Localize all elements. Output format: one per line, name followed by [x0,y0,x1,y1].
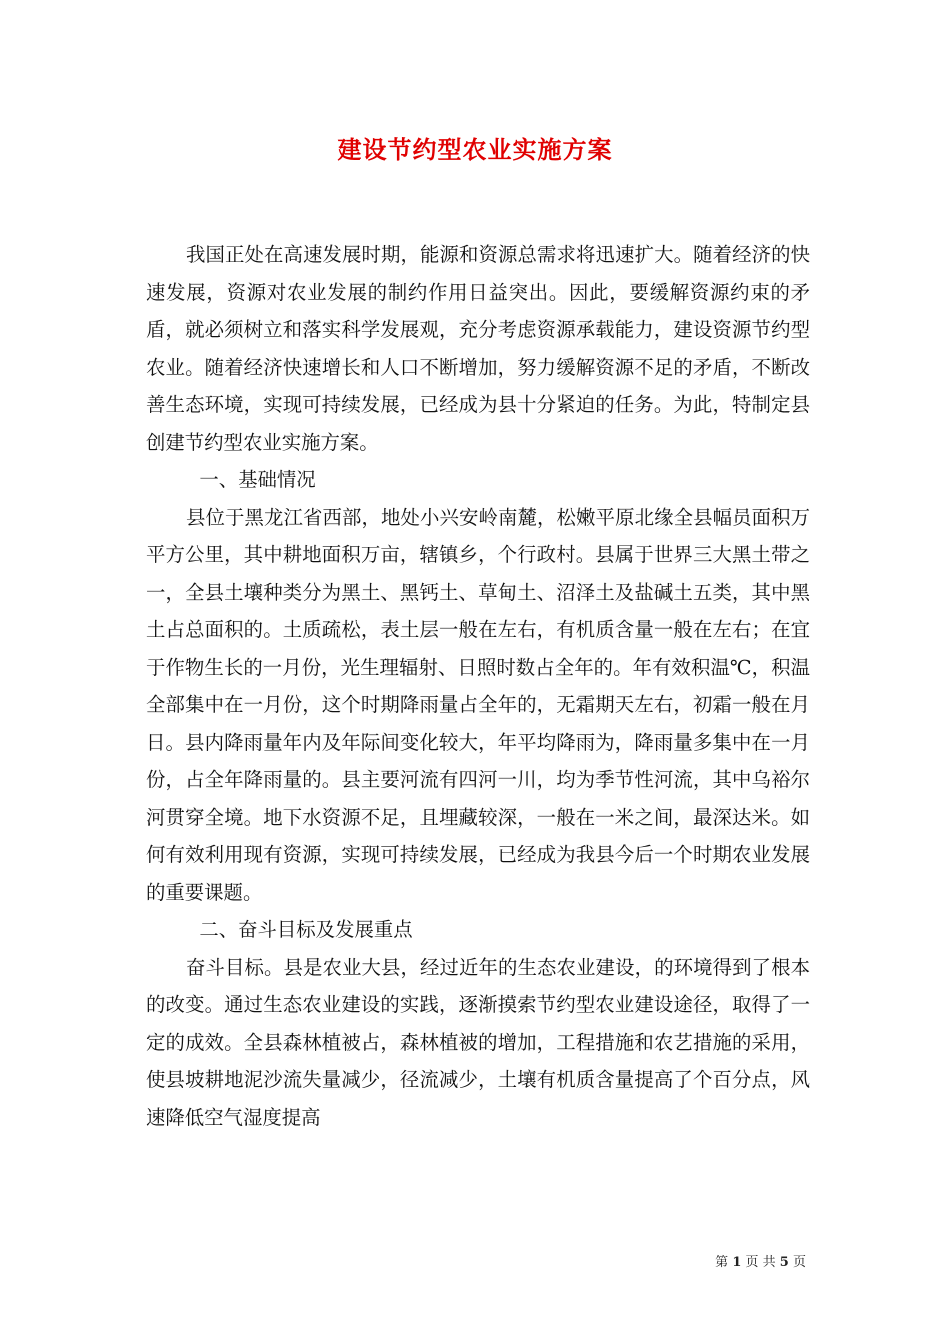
document-title: 建设节约型农业实施方案 [337,135,613,164]
page-suffix: 页 [792,1255,806,1270]
basic-situation-paragraph: 县位于黑龙江省西部，地处小兴安岭南麓，松嫩平原北缘全县幅员面积万平方公里，其中耕地面积万亩，辖镇乡，个行政村。县属于世界三大黑土带之一，全县土壤种类分为黑土、黑钙土、草甸土、沼泽土及盐碱土五类，其中黑土占总面积的。土质疏松，表土层一般在左右，有机质含量一般在左右；在宜于作物生长的一月份，光生理辐射、日照时数占全年的。年有效积温℃，积温全部集中在一月份，这个时期降雨量占全年的，无霜期天左右，初霜一般在月日。县内降雨量年内及年际间变化较大，年平均降雨为，降雨量多集中在一月份，占全年降雨量的。县主要河流有四河一川，均为季节性河流，其中乌裕尔河贯穿全境。地下水资源不足，且埋藏较深，一般在一米之间，最深达米。如何有效利用现有资源，实现可持续发展，已经成为我县今后一个时期农业发展的重要课题。 [146,505,810,904]
page-prefix: 第 [715,1255,729,1270]
page-current: 1 [732,1255,742,1270]
section-heading-basic-situation: 一、基础情况 [199,468,316,491]
goals-paragraph: 奋斗目标。县是农业大县，经过近年的生态农业建设，的环境得到了根本的改变。通过生态农业建设的实践，逐渐摸索节约型农业建设途径，取得了一定的成效。全县森林植被占，森林植被的增加，工程措施和农艺措施的采用，使县坡耕地泥沙流失量减少，径流减少，土壤有机质含量提高了个百分点，风速降低空气湿度提高 [146,955,810,1129]
page-middle: 页 共 [745,1255,776,1270]
page-total: 5 [779,1255,789,1270]
page-number-footer [715,1251,806,1270]
intro-paragraph: 我国正处在高速发展时期，能源和资源总需求将迅速扩大。随着经济的快速发展，资源对农业发展的制约作用日益突出。因此，要缓解资源约束的矛盾，就必须树立和落实科学发展观，充分考虑资源承载能力，建设资源节约型农业。随着经济快速增长和人口不断增加，努力缓解资源不足的矛盾，不断改善生态环境，实现可持续发展，已经成为县十分紧迫的任务。为此，特制定县创建节约型农业实施方案。 [146,243,810,454]
section-heading-goals: 二、奋斗目标及发展重点 [199,918,413,941]
document-body [146,236,810,1136]
